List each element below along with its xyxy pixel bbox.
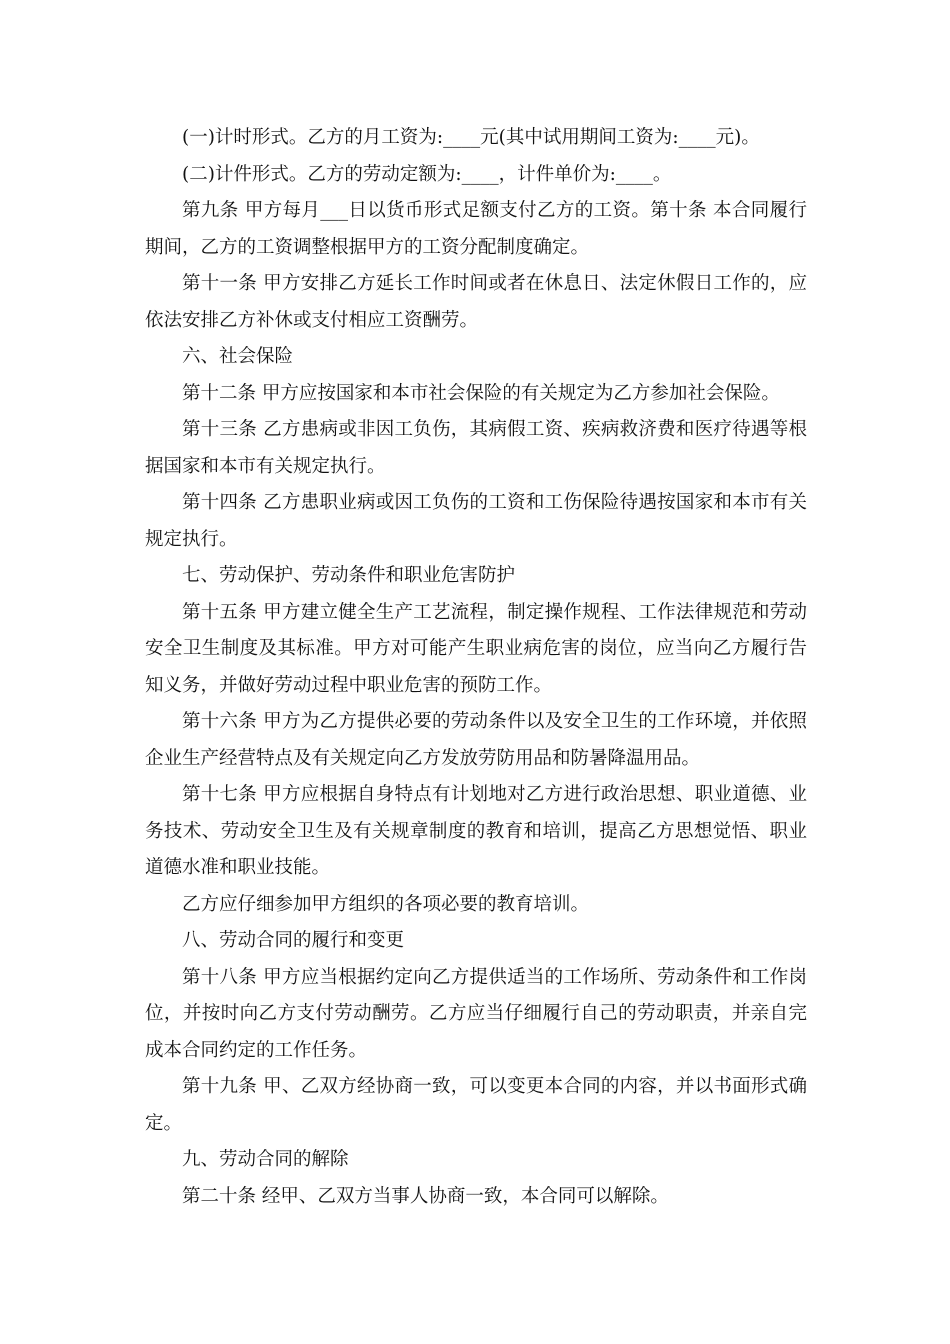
section-heading-contract-performance: 八、劳动合同的履行和变更	[182, 930, 405, 951]
paragraph-article-13: 第十三条 乙方患病或非因工负伤，其病假工资、疾病救济费和医疗待遇等根据国家和本市有关规定执行。	[145, 419, 807, 477]
paragraph-article-11: 第十一条 甲方安排乙方延长工作时间或者在休息日、法定休假日工作的，应依法安排乙方补休或支付相应工资酬劳。	[145, 273, 807, 331]
paragraph-article-12: 第十二条 甲方应按国家和本市社会保险的有关规定为乙方参加社会保险。	[182, 382, 780, 404]
paragraph-training: 乙方应仔细参加甲方组织的各项必要的教育培训。	[182, 893, 590, 915]
paragraph-piecework-quota: (二)计件形式。乙方的劳动定额为:____，计件单价为:____。	[182, 163, 672, 185]
paragraph-article-16: 第十六条 甲方为乙方提供必要的劳动条件以及安全卫生的工作环境，并依照企业生产经营特点及有关规定向乙方发放劳防用品和防暑降温用品。	[145, 711, 807, 769]
paragraph-article-15: 第十五条 甲方建立健全生产工艺流程，制定操作规程、工作法律规范和劳动安全卫生制度及其标准。甲方对可能产生职业病危害的岗位，应当向乙方履行告知义务，并做好劳动过程中职业危害的预防工作。	[145, 601, 807, 696]
paragraph-piecework-time: (一)计时形式。乙方的月工资为:____元(其中试用期间工资为:____元)。	[182, 127, 760, 148]
section-heading-contract-termination: 九、劳动合同的解除	[182, 1149, 349, 1170]
paragraph-article-19: 第十九条 甲、乙双方经协商一致，可以变更本合同的内容，并以书面形式确定。	[145, 1076, 807, 1134]
paragraph-article-20: 第二十条 经甲、乙双方当事人协商一致，本合同可以解除。	[182, 1185, 669, 1207]
paragraph-article-18: 第十八条 甲方应当根据约定向乙方提供适当的工作场所、劳动条件和工作岗位，并按时向乙方支付劳动酬劳。乙方应当仔细履行自己的劳动职责，并亲自完成本合同约定的工作任务。	[145, 966, 807, 1061]
paragraph-article-9-10: 第九条 甲方每月___日以货币形式足额支付乙方的工资。第十条 本合同履行期间，乙方的工资调整根据甲方的工资分配制度确定。	[145, 200, 807, 258]
document-body	[145, 120, 807, 1215]
section-heading-social-insurance: 六、社会保险	[182, 346, 294, 367]
paragraph-article-14: 第十四条 乙方患职业病或因工负伤的工资和工伤保险待遇按国家和本市有关规定执行。	[145, 492, 807, 550]
section-heading-labor-protection: 七、劳动保护、劳动条件和职业危害防护	[182, 565, 516, 586]
paragraph-article-17: 第十七条 甲方应根据自身特点有计划地对乙方进行政治思想、职业道德、业务技术、劳动安全卫生及有关规章制度的教育和培训，提高乙方思想觉悟、职业道德水准和职业技能。	[145, 784, 807, 878]
